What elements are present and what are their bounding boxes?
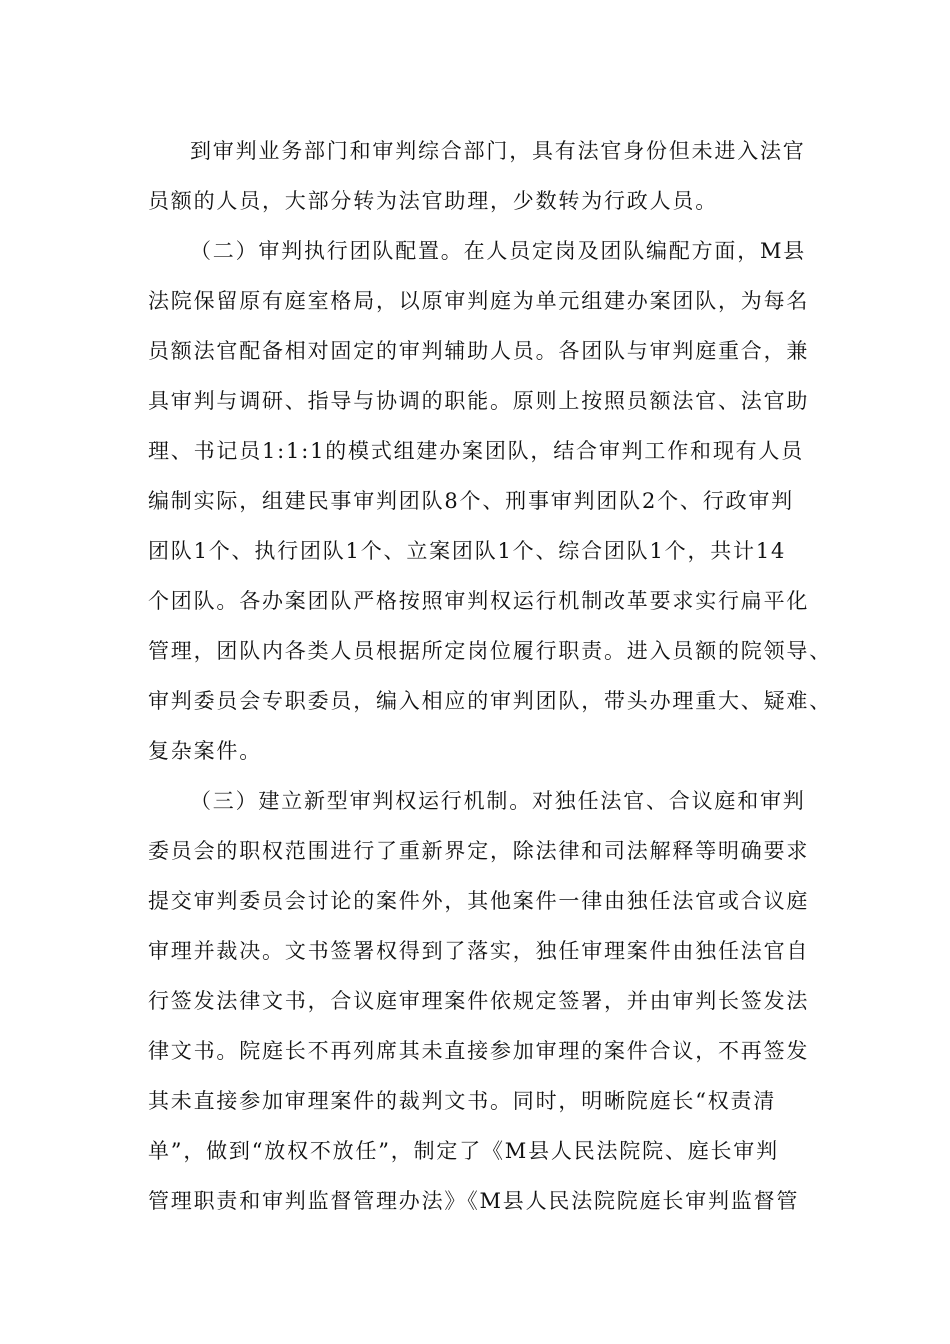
text-line: 律文书。院庭长不再列席其未直接参加审理的案件合议，不再签发 [148, 1039, 810, 1063]
text-line: 行签发法律文书，合议庭审理案件依规定签署，并由审判长签发法 [148, 989, 810, 1013]
text-line: 法院保留原有庭室格局，以原审判庭为单元组建办案团队，为每名 [148, 289, 810, 313]
section-heading-line: （二）审判执行团队配置。在人员定岗及团队编配方面，M县 [190, 239, 807, 263]
text-line: 团队1个、执行团队1个、立案团队1个、综合团队1个，共计14 [148, 539, 787, 563]
text-line: 编制实际，组建民事审判团队8个、刑事审判团队2个、行政审判 [148, 489, 794, 513]
text-line: 审判委员会专职委员，编入相应的审判团队，带头办理重大、疑难、 [148, 689, 832, 713]
text-line: 理、书记员1:1:1的模式组建办案团队，结合审判工作和现有人员 [148, 439, 805, 463]
text-line: 审理并裁决。文书签署权得到了落实，独任审理案件由独任法官自 [148, 939, 810, 963]
text-line: 管理职责和审判监督管理办法》《M县人民法院院庭长审判监督管 [148, 1189, 800, 1213]
text-line: 管理，团队内各类人员根据所定岗位履行职责。进入员额的院领导、 [148, 639, 832, 663]
text-line: 到审判业务部门和审判综合部门，具有法官身份但未进入法官 [190, 139, 806, 163]
text-line: 委员会的职权范围进行了重新界定，除法律和司法解释等明确要求 [148, 839, 810, 863]
text-line: 复杂案件。 [148, 739, 262, 763]
text-line: 员额法官配备相对固定的审判辅助人员。各团队与审判庭重合，兼 [148, 339, 810, 363]
text-line: 具审判与调研、指导与协调的职能。原则上按照员额法官、法官助 [148, 389, 810, 413]
text-line: 个团队。各办案团队严格按照审判权运行机制改革要求实行扁平化 [148, 589, 810, 613]
text-line: 其未直接参加审理案件的裁判文书。同时，明晰院庭长“权责清 [148, 1089, 777, 1113]
section-heading-line: （三）建立新型审判权运行机制。对独任法官、合议庭和审判 [190, 789, 806, 813]
text-line: 员额的人员，大部分转为法官助理，少数转为行政人员。 [148, 189, 718, 213]
text-line: 单”，做到“放权不放任”，制定了《M县人民法院院、庭长审判 [148, 1139, 779, 1163]
text-line: 提交审判委员会讨论的案件外，其他案件一律由独任法官或合议庭 [148, 889, 810, 913]
